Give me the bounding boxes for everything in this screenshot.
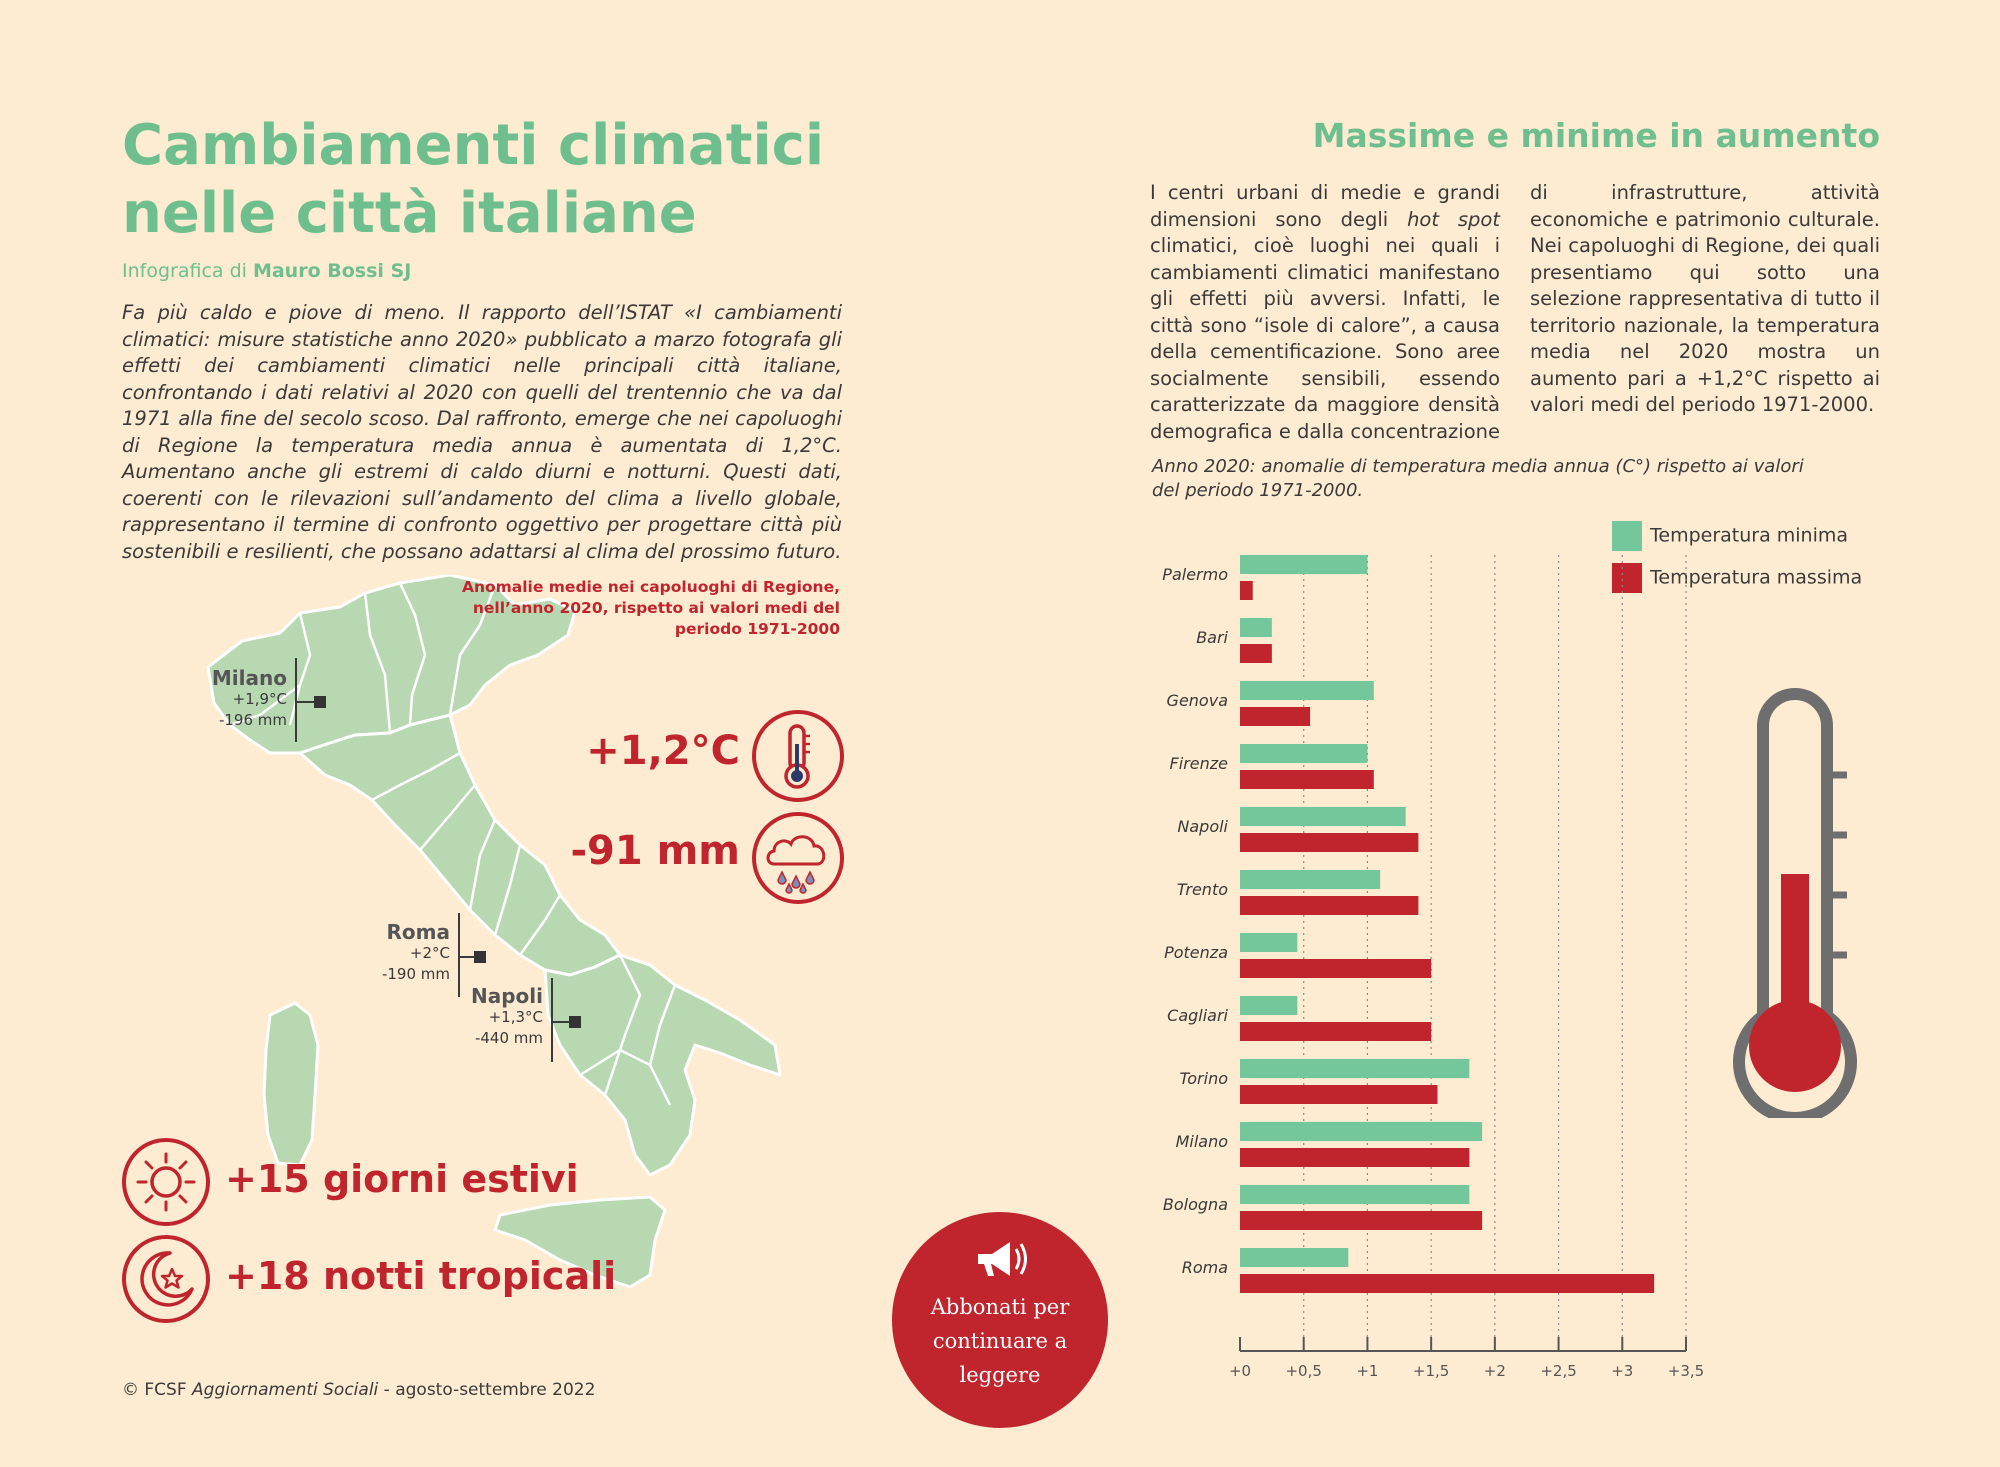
- x-tick-label: +3,5: [1667, 1362, 1705, 1380]
- city-label-milano: Milano +1,9°C -196 mm: [211, 666, 287, 729]
- bar-max: [1240, 1085, 1438, 1104]
- intro-text: Fa più caldo e piove di meno. Il rapporto dell’ISTAT «I cambiamenti climatici: misure statistiche anno 2020» pubblicato a marzo fotografa gli effetti dei cambiamenti climatici nelle principali città italiane, confrontando i dati relativi al 2020 con quelli del trentennio che va dal 1971 alla fine del secolo scoso. Dal raffronto, emerge che nei capoluoghi di Regione la temperatura media annua è aumentata di 1,2°C. Aumentano anche gli estremi di caldo diurni e notturni. Questi dati, coerenti con le rilevazioni sull’andamento del clima a livello globale, rappresentano il termine di confronto oggettivo per progettare città più sostenibili e resilienti, che possano adattarsi al clima del prossimo futuro.: [122, 301, 842, 563]
- city-label-napoli: Napoli +1,3°C -440 mm: [470, 984, 543, 1047]
- bar-max: [1240, 707, 1310, 726]
- category-label: Bologna: [1162, 1195, 1228, 1214]
- x-tick-label: +2,5: [1540, 1362, 1577, 1380]
- category-label: Potenza: [1164, 943, 1228, 962]
- thermometer-icon: [752, 710, 844, 802]
- bar-min: [1240, 555, 1367, 574]
- legend-item-min: Temperatura minima: [1612, 521, 1848, 551]
- bar-min: [1240, 1248, 1348, 1267]
- bar-max: [1240, 581, 1253, 600]
- bar-max: [1240, 1211, 1482, 1230]
- category-label: Genova: [1166, 691, 1228, 710]
- category-label: Trento: [1176, 880, 1228, 899]
- bar-min: [1240, 1185, 1469, 1204]
- bar-min: [1240, 870, 1380, 889]
- stat-tropical-nights: +18 notti tropicali: [225, 1254, 617, 1298]
- x-tick-label: +3: [1611, 1362, 1634, 1380]
- bar-max: [1240, 1274, 1654, 1293]
- legend-item-max: Temperatura massima: [1612, 563, 1862, 593]
- bar-max: [1240, 1148, 1469, 1167]
- milano-marker-line: [295, 658, 297, 742]
- bar-min: [1240, 744, 1367, 763]
- bar-min: [1240, 807, 1406, 826]
- footer-credit: © FCSF Aggiornamenti Sociali - agosto-settembre 2022: [122, 1380, 596, 1400]
- stat-rain: -91 mm: [570, 828, 740, 874]
- roma-marker-line: [458, 913, 460, 997]
- bar-min: [1240, 1059, 1469, 1078]
- page-title: Cambiamenti climatici nelle città italiane: [122, 113, 825, 246]
- stat-summer-days: +15 giorni estivi: [225, 1157, 579, 1201]
- bar-min: [1240, 996, 1297, 1015]
- x-tick-label: +1,5: [1412, 1362, 1450, 1380]
- milano-marker-dot: [314, 696, 326, 708]
- category-label: Napoli: [1177, 817, 1228, 836]
- bar-min: [1240, 681, 1374, 700]
- napoli-marker-dot: [569, 1016, 581, 1028]
- x-tick-label: +2: [1483, 1362, 1506, 1380]
- bar-max: [1240, 770, 1374, 789]
- map-caption: Anomalie medie nei capoluoghi di Regione, nell’anno 2020, rispetto ai valori medi del periodo 1971-2000: [461, 578, 840, 638]
- napoli-marker-tick: [553, 1021, 570, 1023]
- bar-max: [1240, 644, 1272, 663]
- x-tick-label: +1: [1356, 1362, 1379, 1380]
- credit-author: Mauro Bossi SJ: [252, 260, 412, 282]
- bar-min: [1240, 933, 1297, 952]
- megaphone-icon: [970, 1234, 1030, 1284]
- rain-cloud-icon: [752, 812, 844, 904]
- category-label: Roma: [1181, 1258, 1228, 1277]
- stat-temperature: +1,2°C: [586, 728, 740, 774]
- bar-min: [1240, 618, 1272, 637]
- bar-max: [1240, 833, 1418, 852]
- bar-max: [1240, 896, 1418, 915]
- chart-caption: Anno 2020: anomalie di temperatura media annua (C°) rispetto ai valori del periodo 1971-2000.: [1152, 456, 1804, 501]
- temperature-anomaly-chart: [1140, 545, 1720, 1385]
- bar-max: [1240, 959, 1431, 978]
- bar-min: [1240, 1122, 1482, 1141]
- section-text: I centri urbani di medie e grandi dimensioni sono degli hot spot climatici, cioè luoghi nei quali i cambiamenti climatici manifestano gli effetti più avversi. Infatti, le città sono “isole di calore”, a causa della cementificazione. Sono aree socialmente sensibili, essendo caratterizzate da maggiore densità demografica e dalla concentrazione di infrastrutture, attività economiche e patrimonio culturale. Nei capoluoghi di Regione, dei quali presentiamo qui sotto una selezione rappresentativa di tutto il territorio nazionale, la temperatura media nel 2020 mostra un aumento pari a +1,2°C rispetto ai valori medi del periodo 1971-2000.: [1150, 181, 1880, 443]
- category-label: Bari: [1196, 628, 1228, 647]
- section-title: Massime e minime in aumento: [1312, 116, 1880, 155]
- bar-max: [1240, 1022, 1431, 1041]
- category-label: Milano: [1175, 1132, 1228, 1151]
- category-label: Firenze: [1169, 754, 1228, 773]
- credit-line: Infografica di Mauro Bossi SJ: [122, 260, 412, 282]
- category-label: Torino: [1179, 1069, 1228, 1088]
- x-tick-label: +0: [1228, 1362, 1252, 1380]
- napoli-marker-line: [551, 978, 553, 1062]
- thermometer-illustration-icon: [1715, 678, 1875, 1118]
- category-label: Cagliari: [1167, 1006, 1228, 1025]
- sun-icon: [122, 1138, 210, 1226]
- city-label-roma: Roma +2°C -190 mm: [381, 920, 450, 983]
- subscribe-button[interactable]: Abbonati per continuare a leggere: [892, 1212, 1108, 1428]
- moon-star-icon: [122, 1235, 210, 1323]
- category-label: Palermo: [1162, 565, 1228, 584]
- x-tick-label: +0,5: [1285, 1362, 1322, 1380]
- roma-marker-dot: [474, 951, 486, 963]
